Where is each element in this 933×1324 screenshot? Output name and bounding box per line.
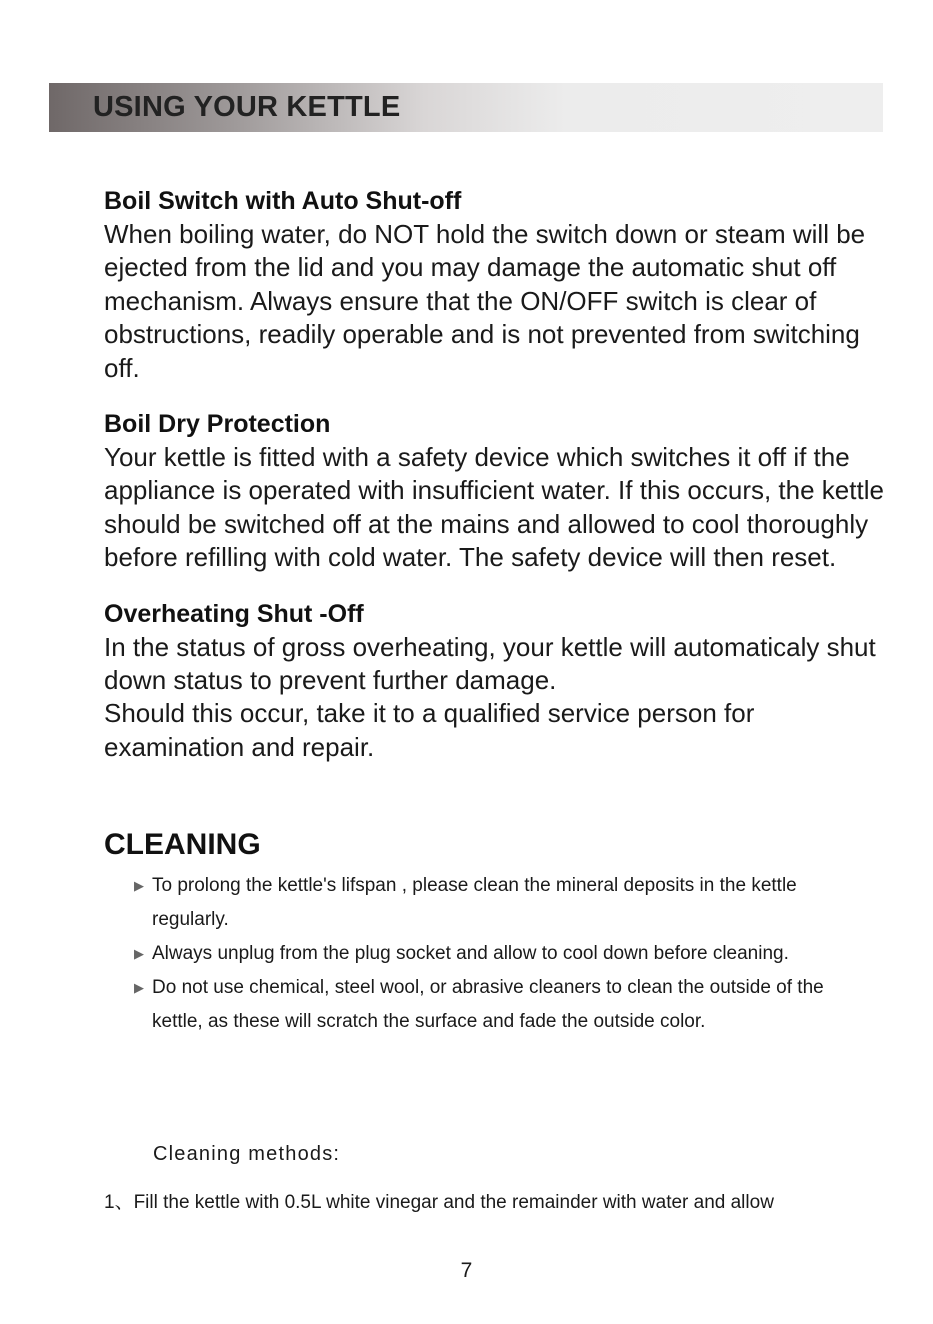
cleaning-heading: CLEANING: [104, 828, 261, 861]
triangle-bullet-icon: ▶: [134, 946, 144, 961]
boil-switch-heading: Boil Switch with Auto Shut-off: [104, 187, 462, 215]
triangle-bullet-icon: ▶: [134, 878, 144, 893]
section-title: USING YOUR KETTLE: [93, 91, 401, 123]
boil-dry-text: Your kettle is fitted with a safety device which switches it off if the appliance is operated with insufficient water. If this occurs, the kettle should be switched off at the mains and allowed to cool thoroughly before refilling with cold water. The safety device will then reset.: [104, 442, 884, 573]
boil-dry-section: [104, 407, 884, 575]
section-banner: [49, 83, 883, 132]
boil-switch-text: When boiling water, do NOT hold the switch down or steam will be ejected from the lid and you may damage the automatic shut off mechanism. Always ensure that the ON/OFF switch is clear of obstructions, readily operable and is not prevented from switching off.: [104, 219, 866, 383]
instructions-content: [104, 184, 884, 786]
cleaning-bullet-list: [134, 869, 834, 1039]
bullet-text: Always unplug from the plug socket and allow to cool down before cleaning.: [152, 943, 789, 964]
cleaning-step-1: 1、Fill the kettle with 0.5L white vinegar and the remainder with water and allow: [104, 1192, 774, 1213]
list-item: [134, 869, 834, 937]
overheating-text: In the status of gross overheating, your kettle will automaticaly shut down status to prevent further damage.: [104, 631, 876, 696]
list-item: [134, 971, 834, 1039]
overheating-text-2: Should this occur, take it to a qualified service person for examination and repair.: [104, 698, 755, 762]
triangle-bullet-icon: ▶: [134, 980, 144, 995]
bullet-text: Do not use chemical, steel wool, or abrasive cleaners to clean the outside of the kettle, as these will scratch the surface and fade the outside color.: [152, 977, 824, 1032]
overheating-section: [104, 597, 884, 765]
page-number: 7: [460, 1259, 473, 1282]
bullet-text: To prolong the kettle's lifspan , please clean the mineral deposits in the kettle regularly.: [152, 875, 797, 930]
overheating-heading: Overheating Shut -Off: [104, 599, 364, 628]
cleaning-methods-label: Cleaning methods:: [153, 1143, 341, 1165]
list-item: [134, 937, 834, 971]
boil-dry-heading: Boil Dry Protection: [104, 410, 331, 439]
boil-switch-section: [104, 184, 884, 385]
